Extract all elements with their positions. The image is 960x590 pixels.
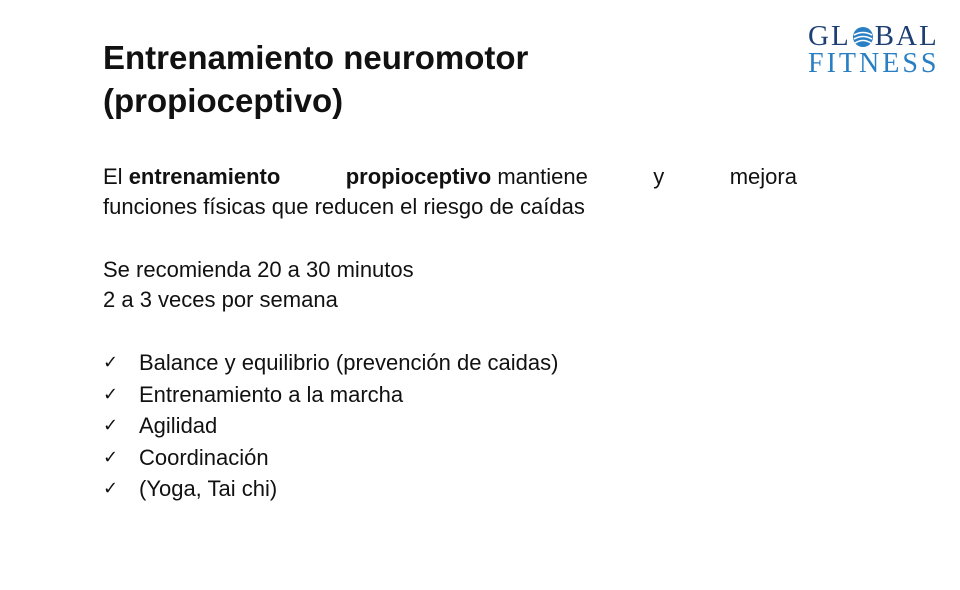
check-icon: ✓	[103, 478, 119, 499]
list-item-label: Balance y equilibrio (prevención de caidas)	[139, 350, 559, 375]
check-icon: ✓	[103, 415, 119, 436]
paragraph-1-line-2: funciones físicas que reducen el riesgo de caídas	[103, 194, 585, 219]
list-item	[103, 473, 558, 505]
logo-text-left: GL	[808, 20, 851, 52]
global-fitness-logo	[808, 22, 948, 78]
paragraph-1-line-1	[103, 162, 797, 192]
list-item	[103, 347, 558, 379]
paragraph-2-line-1: Se recomienda 20 a 30 minutos	[103, 257, 414, 282]
list-item	[103, 410, 558, 442]
word-mejora: mejora	[729, 164, 797, 189]
check-icon: ✓	[103, 383, 119, 405]
check-list	[103, 347, 558, 505]
logo-bottom-row: FITNESS	[808, 48, 940, 79]
word-entrenamiento: entrenamiento	[128, 164, 281, 189]
slide-title	[103, 36, 528, 122]
list-item	[103, 379, 558, 411]
word-propioceptivo: propioceptivo	[345, 164, 492, 189]
logo-top-row	[808, 22, 948, 51]
list-item-label: Agilidad	[139, 413, 218, 438]
word-mantiene: mantiene	[497, 164, 588, 189]
check-icon: ✓	[103, 446, 119, 468]
paragraph-1-word	[103, 162, 280, 192]
logo-text-right: BAL	[874, 20, 939, 52]
paragraph-propioceptivo	[103, 162, 803, 222]
check-icon: ✓	[103, 352, 119, 373]
list-item	[103, 442, 558, 474]
word-el: El	[103, 164, 123, 189]
paragraph-1-word	[346, 162, 588, 192]
list-item-label: Entrenamiento a la marcha	[139, 381, 404, 407]
paragraph-2-line-2: 2 a 3 veces por semana	[103, 287, 338, 312]
paragraph-recommendation	[103, 255, 414, 315]
list-item-label: (Yoga, Tai chi)	[139, 476, 278, 501]
slide-title-line-2: (propioceptivo)	[103, 82, 344, 119]
word-y: y	[653, 164, 665, 189]
list-item-label: Coordinación	[139, 444, 269, 470]
slide-title-line-1: Entrenamiento neuromotor	[103, 39, 529, 76]
globe-icon	[852, 26, 874, 48]
